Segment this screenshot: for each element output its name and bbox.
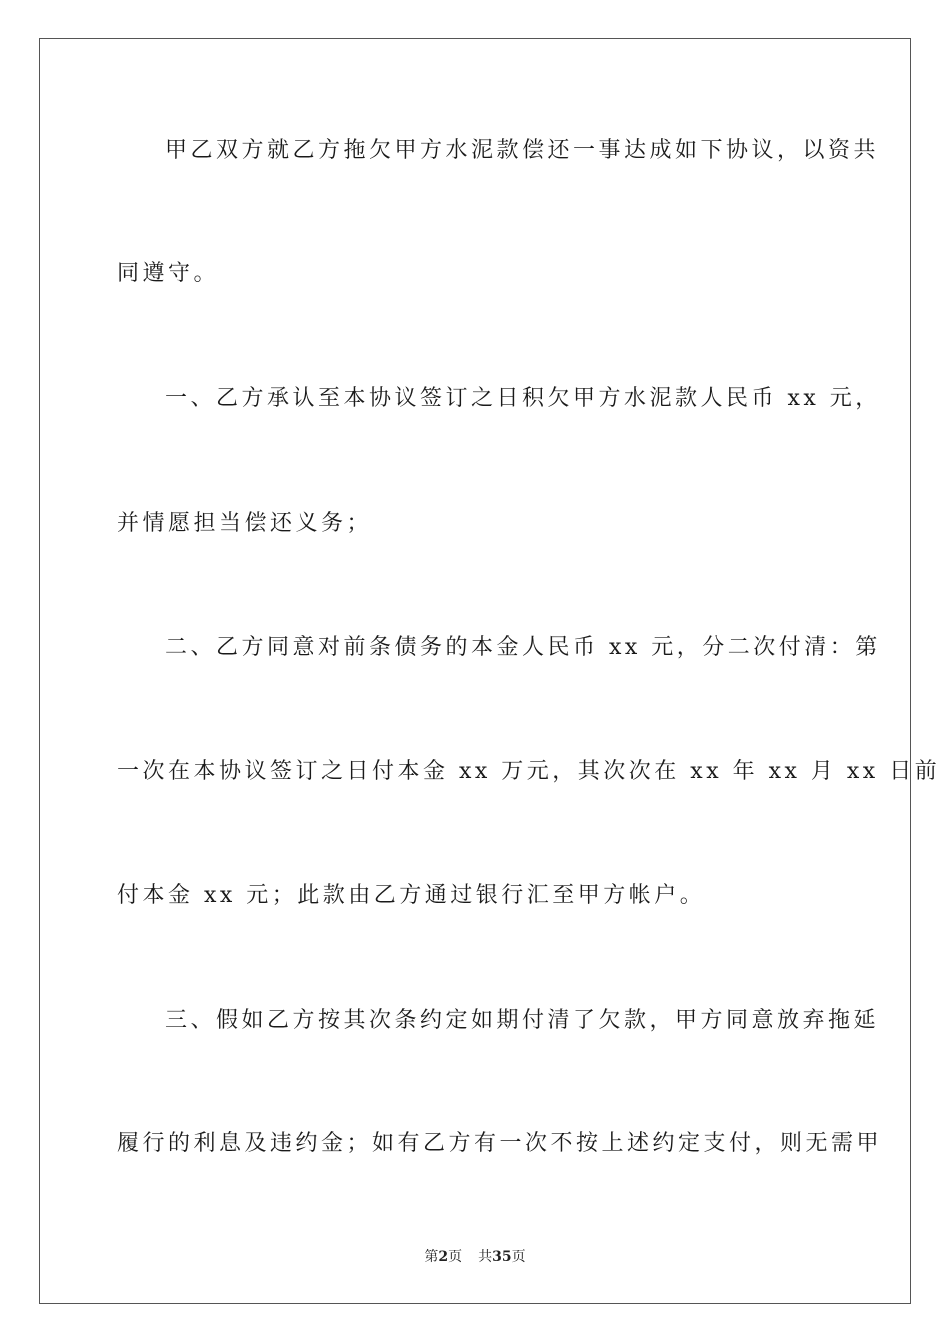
page-label-suffix: 页 bbox=[448, 1249, 463, 1265]
total-label-suffix: 页 bbox=[511, 1249, 526, 1265]
clause-3-line-2: 履行的利息及违约金；如有乙方有一次不按上述约定支付，则无需甲 bbox=[117, 1131, 883, 1156]
total-label-prefix: 共 bbox=[478, 1249, 493, 1265]
page-border bbox=[39, 38, 911, 1304]
clause-2-line-1: 二、乙方同意对前条债务的本金人民币 xx 元，分二次付清：第 bbox=[165, 635, 881, 660]
clause-2-line-3: 付本金 xx 元；此款由乙方通过银行汇至甲方帐户。 bbox=[117, 883, 706, 908]
clause-1-line-2: 并情愿担当偿还义务； bbox=[117, 511, 373, 536]
page-footer bbox=[0, 1248, 950, 1266]
total-pages: 35 bbox=[492, 1249, 512, 1265]
clause-2-line-2: 一次在本协议签订之日付本金 xx 万元，其次次在 xx 年 xx 月 xx 日前 bbox=[117, 759, 941, 784]
paragraph-intro-line-1: 甲乙双方就乙方拖欠甲方水泥款偿还一事达成如下协议，以资共 bbox=[165, 138, 880, 163]
clause-1-line-1: 一、乙方承认至本协议签订之日积欠甲方水泥款人民币 xx 元， bbox=[165, 386, 881, 411]
page-label-prefix: 第 bbox=[424, 1249, 439, 1265]
clause-3-line-1: 三、假如乙方按其次条约定如期付清了欠款，甲方同意放弃拖延 bbox=[165, 1008, 880, 1033]
paragraph-intro-line-2: 同遵守。 bbox=[117, 261, 220, 286]
page-number: 2 bbox=[438, 1249, 449, 1265]
